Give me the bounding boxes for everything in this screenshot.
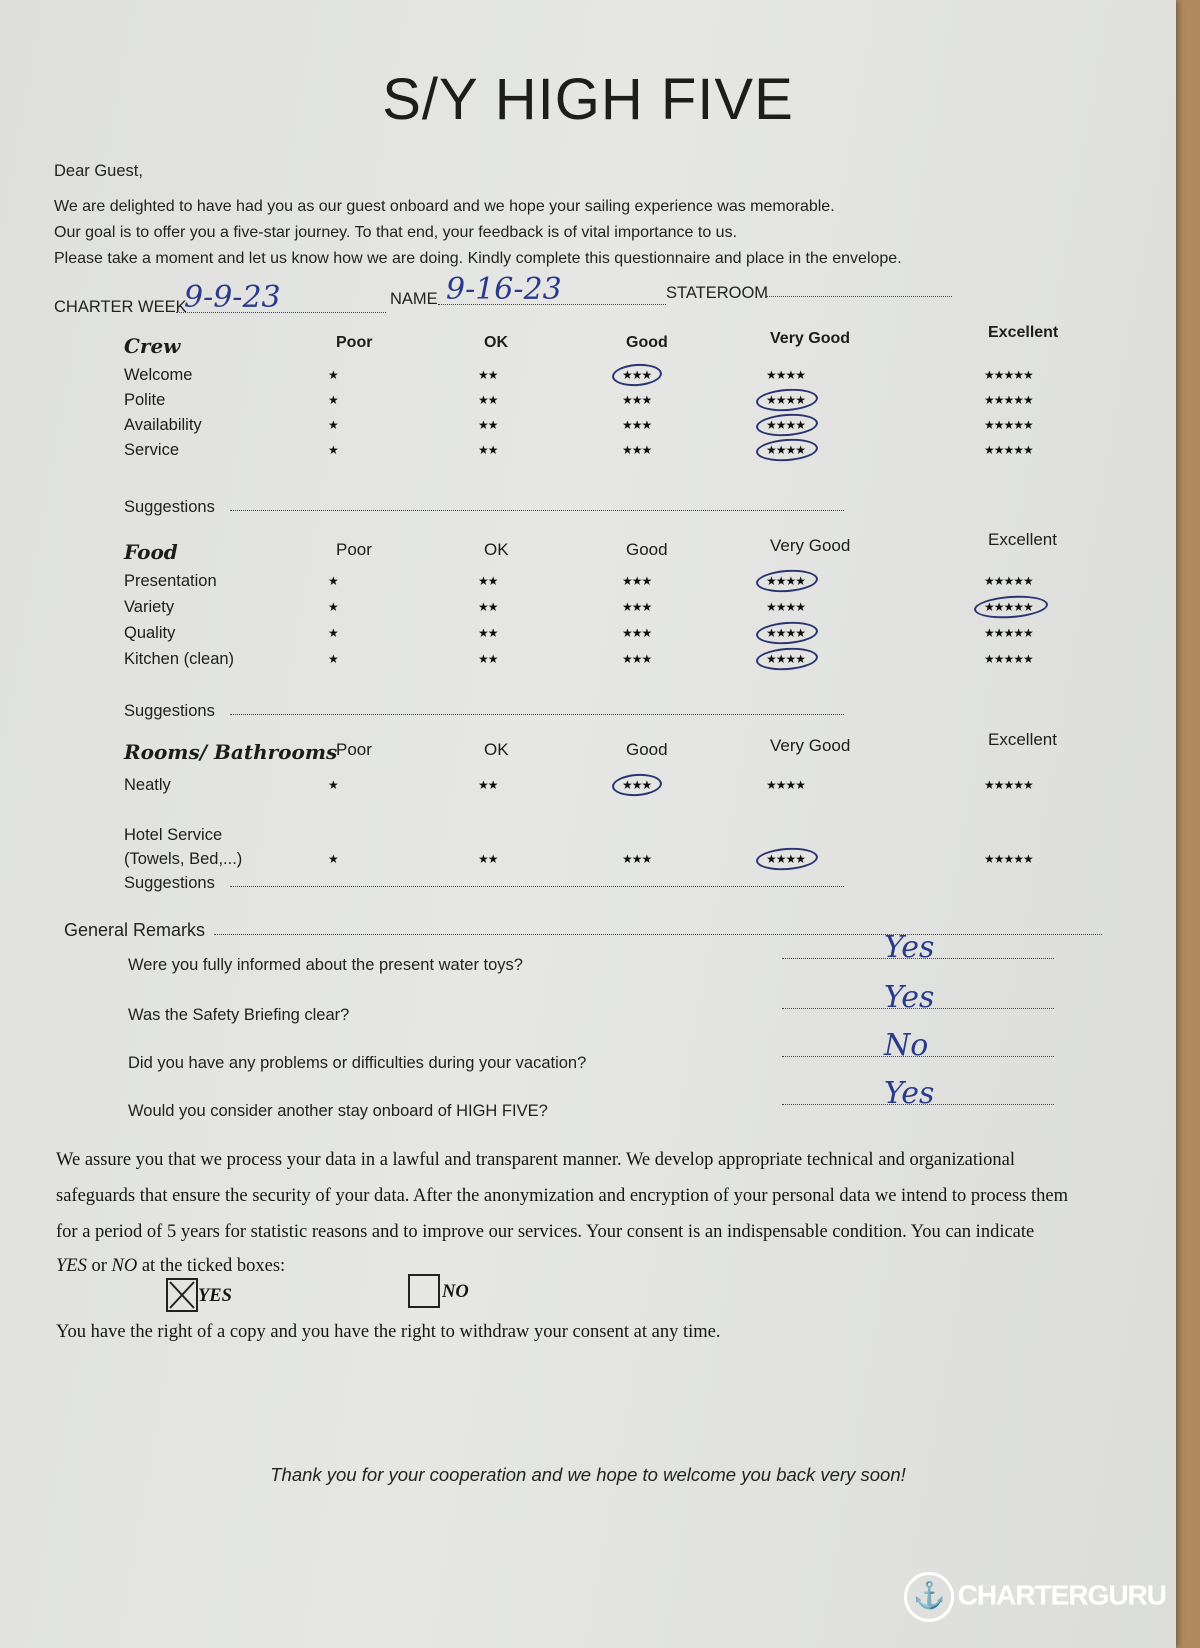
- column-header-good: Good: [626, 740, 668, 759]
- stateroom-label: STATEROOM: [666, 284, 769, 302]
- rating-row-label: Polite: [124, 391, 166, 409]
- rating-option-2-stars[interactable]: ★★: [478, 368, 498, 382]
- rating-option-1-stars[interactable]: ★: [328, 368, 338, 382]
- rights-text: You have the right of a copy and you have the right to withdraw your consent at any time.: [56, 1322, 721, 1342]
- rating-option-1-stars[interactable]: ★: [328, 574, 338, 588]
- rating-option-3-stars[interactable]: ★★★: [622, 368, 652, 382]
- column-header-ok: OK: [484, 540, 509, 559]
- rating-option-4-stars[interactable]: ★★★★: [766, 778, 806, 792]
- rating-row-label: Availability: [124, 416, 202, 434]
- selected-rating-circle: [755, 437, 818, 463]
- column-header-poor: Poor: [336, 334, 373, 351]
- charter-week-label: CHARTER WEEK: [54, 298, 187, 316]
- remark-question: Were you fully informed about the present water toys?: [128, 956, 523, 974]
- remark-question: Was the Safety Briefing clear?: [128, 1006, 350, 1024]
- rating-row-label: Service: [124, 441, 180, 459]
- column-header-poor: Poor: [336, 740, 372, 759]
- rating-option-2-stars[interactable]: ★★: [478, 418, 498, 432]
- column-header-good: Good: [626, 334, 668, 351]
- rating-option-3-stars[interactable]: ★★★: [622, 574, 652, 588]
- rating-option-5-stars[interactable]: ★★★★★: [984, 626, 1033, 640]
- rating-option-4-stars[interactable]: ★★★★: [766, 443, 806, 457]
- consent-yes-checkbox[interactable]: [166, 1278, 198, 1312]
- rating-option-3-stars[interactable]: ★★★: [622, 626, 652, 640]
- rating-option-1-stars[interactable]: ★: [328, 626, 338, 640]
- column-header-good: Good: [626, 540, 668, 559]
- rating-option-3-stars[interactable]: ★★★: [622, 443, 652, 457]
- rating-option-2-stars[interactable]: ★★: [478, 600, 498, 614]
- name-value[interactable]: 9-16-23: [446, 272, 562, 307]
- rating-option-2-stars[interactable]: ★★: [478, 652, 498, 666]
- rating-option-3-stars[interactable]: ★★★: [622, 852, 652, 866]
- rating-option-2-stars[interactable]: ★★: [478, 626, 498, 640]
- rating-option-1-stars[interactable]: ★: [328, 852, 338, 866]
- rating-option-5-stars[interactable]: ★★★★★: [984, 443, 1033, 457]
- rating-option-2-stars[interactable]: ★★: [478, 443, 498, 457]
- rating-option-3-stars[interactable]: ★★★: [622, 393, 652, 407]
- remark-question: Did you have any problems or difficulties during your vacation?: [128, 1054, 587, 1072]
- rating-option-5-stars[interactable]: ★★★★★: [984, 418, 1033, 432]
- rating-option-3-stars[interactable]: ★★★: [622, 600, 652, 614]
- suggestions-line-rooms-bathrooms[interactable]: [230, 886, 844, 887]
- column-header-poor: Poor: [336, 540, 372, 559]
- rating-option-2-stars[interactable]: ★★: [478, 574, 498, 588]
- greeting: Dear Guest,: [54, 162, 143, 180]
- legal-line-2: safeguards that ensure the security of your data. After the anonymization and encryption of your personal data we intend to process them: [56, 1186, 1069, 1206]
- rating-row-label: Presentation: [124, 572, 217, 590]
- anchor-icon: ⚓: [904, 1572, 954, 1622]
- suggestions-label-food: Suggestions: [124, 702, 215, 720]
- rating-option-5-stars[interactable]: ★★★★★: [984, 852, 1033, 866]
- watermark-logo: ⚓ CHARTERGURU: [904, 1572, 1166, 1622]
- rating-row-sublabel: (Towels, Bed,...): [124, 850, 243, 868]
- remark-answer[interactable]: Yes: [884, 930, 935, 965]
- legal-line-3: for a period of 5 years for statistic reasons and to improve our services. Your consent is an indispensable condition. You can indicate: [56, 1222, 1035, 1242]
- column-header-very-good: Very Good: [770, 736, 851, 755]
- rating-row-label: Kitchen (clean): [124, 650, 235, 668]
- thanks-text: Thank you for your cooperation and we hope to welcome you back very soon!: [270, 1464, 906, 1485]
- rating-row-label: Neatly: [124, 776, 171, 794]
- rating-option-1-stars[interactable]: ★: [328, 393, 338, 407]
- suggestions-label-crew: Suggestions: [124, 498, 215, 516]
- rating-option-4-stars[interactable]: ★★★★: [766, 368, 806, 382]
- rating-option-3-stars[interactable]: ★★★: [622, 418, 652, 432]
- rating-row-label: Hotel Service: [124, 826, 223, 844]
- rating-option-4-stars[interactable]: ★★★★: [766, 652, 806, 666]
- intro-line-3: Please take a moment and let us know how we are doing. Kindly complete this questionnaire and place in the envelope.: [54, 250, 902, 267]
- suggestions-label-rooms-bathrooms: Suggestions: [124, 874, 215, 892]
- rating-row-label: Welcome: [124, 366, 193, 384]
- selected-rating-circle: [755, 568, 818, 594]
- suggestions-line-crew[interactable]: [230, 510, 844, 511]
- rating-option-1-stars[interactable]: ★: [328, 443, 338, 457]
- form-title: S/Y HIGH FIVE: [382, 67, 794, 132]
- selected-rating-circle: [755, 387, 818, 413]
- check-x-icon: [168, 1280, 196, 1310]
- rating-option-4-stars[interactable]: ★★★★: [766, 393, 806, 407]
- suggestions-line-food[interactable]: [230, 714, 844, 715]
- rating-option-3-stars[interactable]: ★★★: [622, 652, 652, 666]
- selected-rating-circle: [755, 646, 818, 672]
- rating-option-2-stars[interactable]: ★★: [478, 778, 498, 792]
- column-header-ok: OK: [484, 740, 509, 759]
- rating-option-5-stars[interactable]: ★★★★★: [984, 652, 1033, 666]
- remark-answer[interactable]: No: [884, 1028, 929, 1063]
- rating-row-label: Variety: [124, 598, 175, 616]
- column-header-excellent: Excellent: [988, 324, 1059, 341]
- rating-option-2-stars[interactable]: ★★: [478, 393, 498, 407]
- rating-option-1-stars[interactable]: ★: [328, 778, 338, 792]
- rating-option-1-stars[interactable]: ★: [328, 418, 338, 432]
- rating-row-label: Quality: [124, 624, 176, 642]
- rating-option-4-stars[interactable]: ★★★★: [766, 574, 806, 588]
- name-label: NAME: [390, 290, 438, 308]
- rating-option-5-stars[interactable]: ★★★★★: [984, 393, 1033, 407]
- column-header-very-good: Very Good: [770, 330, 851, 347]
- selected-rating-circle: [755, 620, 818, 646]
- rating-option-3-stars[interactable]: ★★★: [622, 778, 652, 792]
- rating-option-5-stars[interactable]: ★★★★★: [984, 368, 1033, 382]
- legal-line-4: YES or NO at the ticked boxes:: [56, 1256, 286, 1276]
- column-header-excellent: Excellent: [988, 730, 1057, 749]
- legal-line-1: We assure you that we process your data in a lawful and transparent manner. We develop appropriate technical and organizational: [56, 1150, 1016, 1170]
- rating-option-1-stars[interactable]: ★: [328, 652, 338, 666]
- selected-rating-circle: [973, 593, 1048, 620]
- selected-rating-circle: [755, 412, 818, 438]
- consent-no-label: NO: [442, 1282, 469, 1302]
- general-remarks-label: General Remarks: [64, 920, 206, 940]
- rating-option-4-stars[interactable]: ★★★★: [766, 418, 806, 432]
- rating-option-2-stars[interactable]: ★★: [478, 852, 498, 866]
- charter-week-value[interactable]: 9-9-23: [184, 280, 281, 315]
- selected-rating-circle: [755, 846, 818, 872]
- column-header-excellent: Excellent: [988, 530, 1057, 549]
- intro-line-1: We are delighted to have had you as our guest onboard and we hope your sailing experience was memorable.: [54, 198, 835, 215]
- rating-option-5-stars[interactable]: ★★★★★: [984, 600, 1033, 614]
- selected-rating-circle: [611, 362, 662, 387]
- section-title-crew: Crew: [124, 334, 181, 358]
- intro-line-2: Our goal is to offer you a five-star journey. To that end, your feedback is of vital importance to us.: [54, 224, 738, 241]
- rating-option-5-stars[interactable]: ★★★★★: [984, 778, 1033, 792]
- column-header-very-good: Very Good: [770, 536, 851, 555]
- remark-question: Would you consider another stay onboard of HIGH FIVE?: [128, 1102, 548, 1120]
- consent-no-checkbox[interactable]: [408, 1274, 440, 1308]
- section-title-food: Food: [124, 540, 178, 564]
- section-title-rooms-bathrooms: Rooms/ Bathrooms: [124, 740, 338, 764]
- rating-option-4-stars[interactable]: ★★★★: [766, 600, 806, 614]
- remark-answer[interactable]: Yes: [884, 1076, 935, 1111]
- column-header-ok: OK: [484, 334, 508, 351]
- rating-option-1-stars[interactable]: ★: [328, 600, 338, 614]
- remark-answer[interactable]: Yes: [884, 980, 935, 1015]
- consent-yes-label: YES: [198, 1286, 232, 1306]
- rating-option-5-stars[interactable]: ★★★★★: [984, 574, 1033, 588]
- selected-rating-circle: [611, 772, 662, 797]
- rating-option-4-stars[interactable]: ★★★★: [766, 626, 806, 640]
- rating-option-4-stars[interactable]: ★★★★: [766, 852, 806, 866]
